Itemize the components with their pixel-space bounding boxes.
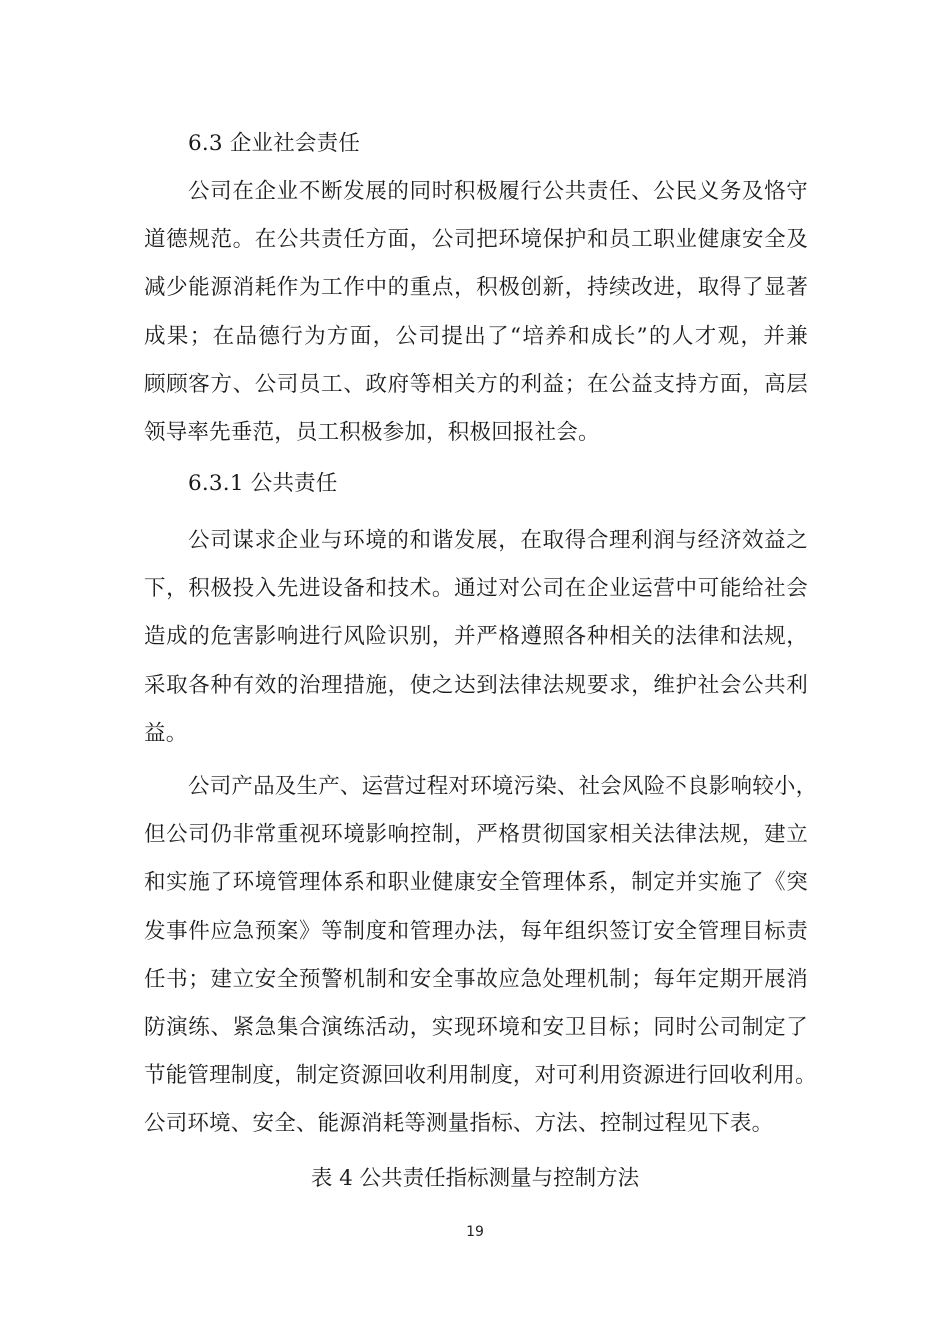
paragraph-line: 道德规范。在公共责任方面，公司把环境保护和员工职业健康安全及 bbox=[144, 227, 808, 252]
page-number: 19 bbox=[466, 1224, 484, 1240]
paragraph-line: 但公司仍非常重视环境影响控制，严格贯彻国家相关法律法规，建立 bbox=[144, 822, 808, 847]
table-caption: 表 4 公共责任指标测量与控制方法 bbox=[310, 1166, 640, 1191]
paragraph-line: 任书；建立安全预警机制和安全事故应急处理机制；每年定期开展消 bbox=[144, 967, 808, 992]
paragraph-line: 领导率先垂范，员工积极参加，积极回报社会。 bbox=[144, 420, 600, 445]
paragraph-line: 成果；在品德行为方面，公司提出了“培养和成长”的人才观，并兼 bbox=[144, 324, 808, 349]
paragraph-line: 采取各种有效的治理措施，使之达到法律法规要求，维护社会公共利 bbox=[144, 673, 808, 698]
paragraph-line: 公司谋求企业与环境的和谐发展，在取得合理利润与经济效益之 bbox=[188, 528, 808, 553]
paragraph-line: 防演练、紧急集合演练活动，实现环境和安卫目标；同时公司制定了 bbox=[144, 1015, 808, 1040]
paragraph-line: 发事件应急预案》等制度和管理办法，每年组织签订安全管理目标责 bbox=[144, 919, 808, 944]
section-heading: 6.3 企业社会责任 bbox=[188, 131, 361, 156]
paragraph-line: 益。 bbox=[144, 721, 188, 746]
paragraph-line: 公司环境、安全、能源消耗等测量指标、方法、控制过程见下表。 bbox=[144, 1111, 774, 1136]
subsection-heading: 6.3.1 公共责任 bbox=[188, 471, 338, 496]
paragraph-line: 公司在企业不断发展的同时积极履行公共责任、公民义务及恪守 bbox=[188, 179, 808, 204]
paragraph-line: 下，积极投入先进设备和技术。通过对公司在企业运营中可能给社会 bbox=[144, 576, 808, 601]
paragraph-line: 公司产品及生产、运营过程对环境污染、社会风险不良影响较小， bbox=[188, 774, 818, 799]
paragraph-line: 造成的危害影响进行风险识别，并严格遵照各种相关的法律和法规， bbox=[144, 624, 808, 649]
paragraph-line: 减少能源消耗作为工作中的重点，积极创新，持续改进，取得了显著 bbox=[144, 275, 808, 300]
paragraph-line: 和实施了环境管理体系和职业健康安全管理体系，制定并实施了《突 bbox=[144, 870, 808, 895]
paragraph-line: 顾顾客方、公司员工、政府等相关方的利益；在公益支持方面，高层 bbox=[144, 372, 808, 397]
paragraph-line: 节能管理制度，制定资源回收利用制度，对可利用资源进行回收利用。 bbox=[144, 1063, 817, 1088]
